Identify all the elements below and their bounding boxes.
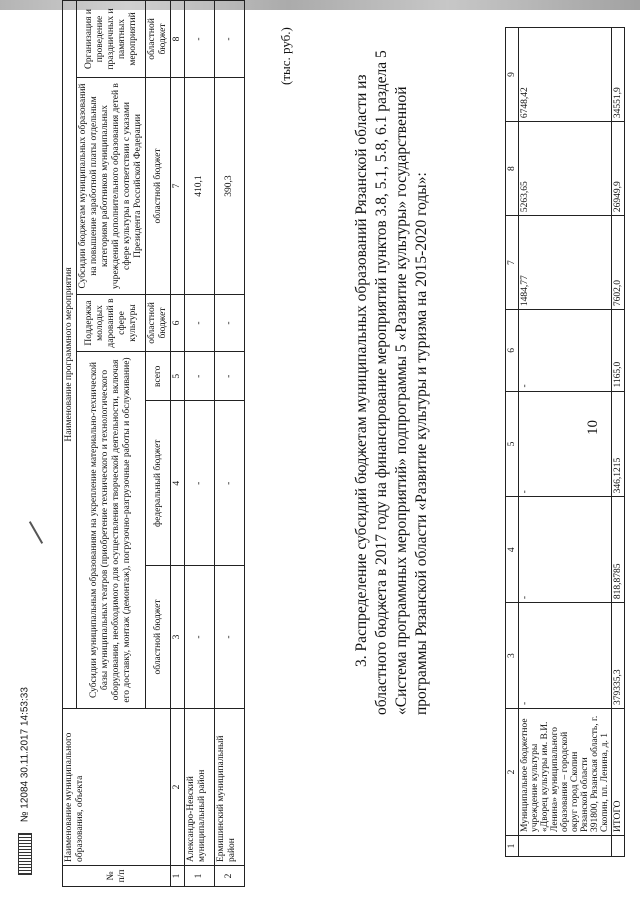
total-c9: 34551,9: [612, 28, 625, 122]
h-obl3: областной бюджет: [146, 78, 171, 295]
row-num: [519, 836, 612, 857]
total-row: [612, 28, 625, 857]
r1-name: Александро-Невский муниципальный район: [185, 709, 215, 866]
n4: 4: [171, 401, 185, 566]
table-row: [185, 1, 215, 887]
r2-name: Ермишинский муниципальный район: [215, 709, 245, 866]
h-obl: областной бюджет: [146, 566, 171, 709]
r2-c4: -: [215, 401, 245, 566]
col-num-8: 8: [506, 122, 519, 216]
h-fed: федеральный бюджет: [146, 401, 171, 566]
h-all: всего: [146, 352, 171, 402]
h-sub1: Субсидии муниципальным образованиям на укрепление материально-технической базы муниципальных театров (приобретение технического и технологического оборудования, необходимого для осуществления творческой деятельности, включая его доставку, монтаж (демонтаж), погрузочно-разгрузочные работы и обслуживание): [77, 352, 146, 709]
page-number: 10: [585, 420, 601, 435]
table-header-row: [506, 28, 519, 857]
h-name: Наименование муниципального образования, объекта: [63, 709, 171, 866]
col-num-5: 5: [506, 391, 519, 497]
total-c6: 1165,0: [612, 310, 625, 391]
institution-name: Муниципальное бюджетное учреждение культуры «Дворец культуры им. В.И. Ленина» муниципального образования – городской округ город Скопин Рязанской области 391800, Рязанская область, г. Скопин, пл. Ленина, д. 1: [519, 709, 612, 836]
total-c5: 346,1215: [612, 391, 625, 497]
total-label: ИТОГО: [612, 709, 625, 836]
h-group: Наименование программного мероприятия: [63, 1, 77, 709]
cell-c9: 6748,42: [519, 28, 612, 122]
col-num-3: 3: [506, 603, 519, 709]
r2-num: 2: [215, 866, 245, 887]
r1-c3: -: [185, 566, 215, 709]
r1-c6: -: [185, 295, 215, 352]
h-sub4: Организация и проведение праздничных и памятных мероприятий: [77, 1, 146, 78]
barcode-stamp: [18, 833, 32, 875]
n2: 2: [171, 709, 185, 866]
registration-footer: [18, 687, 32, 875]
h-obl2: областной бюджет: [146, 295, 171, 352]
col-num-7: 7: [506, 216, 519, 310]
total-c8: 26949,9: [612, 122, 625, 216]
n5: 5: [171, 352, 185, 402]
r1-c4: -: [185, 401, 215, 566]
r1-c8: -: [185, 1, 215, 78]
cell-c4: -: [519, 497, 612, 603]
registration-text: № 12084 30.11.2017 14:53:33: [19, 687, 31, 823]
cell-c6: -: [519, 310, 612, 391]
col-num-2: 2: [506, 709, 519, 836]
n8: 8: [171, 1, 185, 78]
subsidy-table: [62, 0, 245, 887]
continued-table: [505, 27, 625, 857]
pen-mark: [29, 521, 43, 544]
total-num: [612, 836, 625, 857]
cell-c7: 1484,77: [519, 216, 612, 310]
n1: 1: [171, 866, 185, 887]
total-c3: 379335,3: [612, 603, 625, 709]
n7: 7: [171, 78, 185, 295]
r2-c3: -: [215, 566, 245, 709]
col-num-6: 6: [506, 310, 519, 391]
total-c7: 7602,0: [612, 216, 625, 310]
r2-c5: -: [215, 352, 245, 402]
r1-num: 1: [185, 866, 215, 887]
col-num-9: 9: [506, 28, 519, 122]
r2-c7: 390,3: [215, 78, 245, 295]
col-num-1: 1: [506, 836, 519, 857]
t2-colnum-row: [171, 1, 185, 887]
cell-c8: 5263,65: [519, 122, 612, 216]
n3: 3: [171, 566, 185, 709]
n6: 6: [171, 295, 185, 352]
r1-c7: 410,1: [185, 78, 215, 295]
section-paragraph: 3. Распределение субсидий бюджетам муниципальных образований Рязанской области из областного бюджета в 2017 году на финансирование мероприятий пунктов 3.8, 5.1, 5.8, 6.1 раздела 5 «Система программных мероприятий» подпрограммы 5 «Развитие культуры» государственной программы Рязанской области «Развитие культуры и туризма на 2015-2020 годы»:: [353, 50, 430, 715]
table-row: [519, 28, 612, 857]
cell-c5: -: [519, 391, 612, 497]
cell-c3: -: [519, 603, 612, 709]
total-c4: 818,8785: [612, 497, 625, 603]
table-row: [215, 1, 245, 887]
h-obl4: областной бюджет: [146, 1, 171, 78]
r2-c6: -: [215, 295, 245, 352]
h-num: № п/п: [63, 866, 171, 887]
h-sub3: Субсидии бюджетам муниципальных образований на повышение заработной платы отдельным категориям работников муниципальных учреждений дополнительного образования детей в сфере культуры в соответствии с указами Президента Российской Федерации: [77, 78, 146, 295]
h-sub2: Поддержка молодых дарований в сфере культуры: [77, 295, 146, 352]
col-num-4: 4: [506, 497, 519, 603]
t2-header-row-1: [63, 1, 77, 887]
r1-c5: -: [185, 352, 215, 402]
r2-c8: -: [215, 1, 245, 78]
unit-label: (тыс. руб.): [278, 27, 293, 85]
